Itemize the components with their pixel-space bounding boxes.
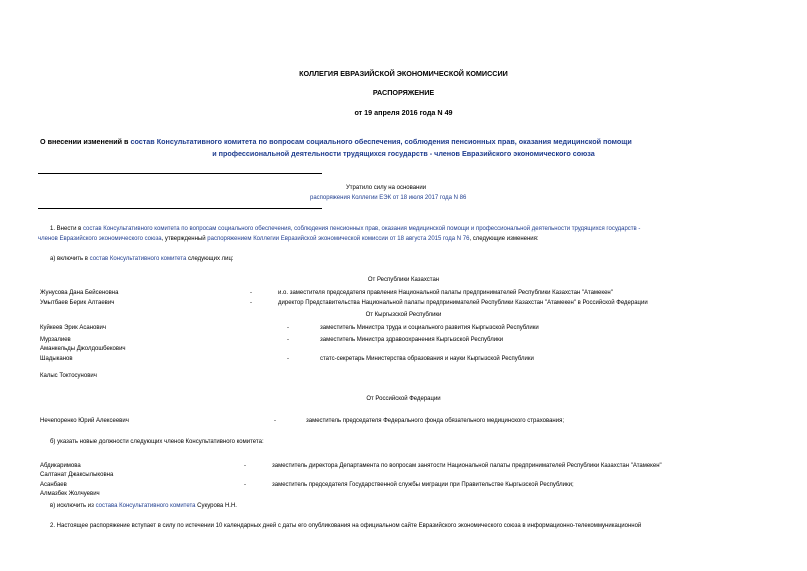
pb-row-dash: - (244, 463, 246, 469)
pb-row-name: Салтанат Джаксылыковна (40, 472, 114, 478)
kg-row-role: заместитель Министра труда и социального развития Кыргызской Республики (320, 325, 539, 331)
doc-date-number: от 19 апреля 2016 года N 49 (354, 108, 453, 117)
heading-prefix: О внесении изменений в (40, 137, 131, 146)
para-a-link[interactable]: состав Консультативного комитета (89, 256, 187, 262)
kg-row-dash: - (287, 356, 289, 362)
para-v-text-a: в) исключить из (50, 503, 96, 509)
para-1-text-a: 1. Внести в (50, 226, 83, 232)
heading-link-cont[interactable]: и профессиональной деятельности трудящихся государств - членов Евразийского экономического союза (212, 149, 595, 158)
org-title: КОЛЛЕГИЯ ЕВРАЗИЙСКОЙ ЭКОНОМИЧЕСКОЙ КОМИССИИ (299, 69, 508, 78)
kg-row-role: заместитель Министра здравоохранения Кыргызской Республики (320, 337, 504, 343)
para-2: 2. Настоящее распоряжение вступает в силу по истечении 10 календарных дней с даты его опубликования на официальном сайте Евразийского экономического союза в информационно-телекоммуникационной (50, 523, 642, 529)
para-1-line2 (38, 236, 539, 243)
kg-row-name: Мурзалиев (40, 337, 71, 343)
para-b: б) указать новые должности следующих членов Консультативного комитета: (50, 439, 264, 445)
kz-row-dash: - (250, 300, 252, 306)
kg-row-dash: - (287, 325, 289, 331)
divider-bottom (38, 208, 322, 209)
pb-row-dash: - (244, 482, 246, 488)
kz-row-role: директор Представительства Национальной палаты предпринимателей Республики Казахстан "Атамекен" в Российской Федерации (278, 300, 648, 306)
pb-row-name: Абдикаримова (40, 463, 81, 469)
doc-type: РАСПОРЯЖЕНИЕ (372, 88, 435, 97)
para-v-text-b: Сукурова Н.Н. (195, 503, 237, 509)
ru-row-role: заместитель председателя Федерального фонда обязательного медицинского страхования; (306, 418, 565, 424)
ru-row-dash: - (274, 418, 276, 424)
para-a-text-a: а) включить в (50, 256, 90, 262)
kz-row-dash: - (250, 290, 252, 296)
kz-row-role: и.о. заместителя председателя правления Национальной палаты предпринимателей Республики Казахстан "Атамекен" (278, 290, 613, 296)
para-a (50, 256, 234, 263)
para-1-link-composition-cont[interactable]: членов Евразийского экономического союза (38, 236, 162, 242)
kg-row-dash: - (287, 337, 289, 343)
pb-row-role: заместитель директора Департамента по вопросам занятости Национальной палаты предпринимателей Республики Казахстан "Атамекен" (272, 463, 662, 469)
kg-row-name: Куйкеев Эрик Асанович (40, 325, 107, 331)
pb-row-name: Алмазбек Жолчуевич (40, 491, 100, 497)
para-1-line1 (50, 226, 640, 233)
para-v (50, 503, 237, 510)
kg-row-name: Шадыканов (40, 356, 73, 362)
status-link[interactable]: распоряжения Коллегии ЕЭК от 18 июля 2017 года N 86 (310, 195, 467, 201)
kg-row-name: Аманкельды Джолдошбекович (40, 346, 126, 352)
para-1-link-composition[interactable]: состав Консультативного комитета по вопросам социального обеспечения, соблюдения пенсионных прав, оказания медицинской помощи и профессиональной деятельности трудящихся государств - (82, 226, 641, 232)
kz-row-name: Умытбаев Берик Алтаевич (40, 300, 115, 306)
kg-heading: От Кыргызской Республики (365, 312, 442, 318)
para-1-text-c: , следующие изменения: (469, 236, 539, 242)
pb-row-name: Асанбаев (40, 482, 67, 488)
para-v-link[interactable]: состава Консультативного комитета (95, 503, 196, 509)
para-a-text-b: следующих лиц: (186, 256, 234, 262)
ru-row-name: Нечепоренко Юрий Алексеевич (40, 418, 129, 424)
kz-row-name: Жунусова Дана Бейсеновна (40, 290, 119, 296)
heading-link[interactable]: состав Консультативного комитета по вопросам социального обеспечения, соблюдения пенсионных прав, оказания медицинской помощи (130, 137, 632, 146)
kg-row-role: статс-секретарь Министерства образования и науки Кыргызской Республики (320, 356, 534, 362)
para-1-link-order[interactable]: распоряжением Коллегии Евразийской экономической комиссии от 18 августа 2015 года N 76 (207, 236, 470, 242)
kz-heading: От Республики Казахстан (367, 277, 440, 283)
pb-row-role: заместитель председателя Государственной службы миграции при Правительстве Кыргызской Республики; (272, 482, 574, 488)
kg-row-name: Калыс Токтосунович (40, 373, 97, 379)
status-text: Утратило силу на основании (346, 185, 427, 191)
document-heading (40, 138, 632, 147)
ru-heading: От Российской Федерации (366, 396, 441, 402)
para-1-text-b: , утвержденный (161, 236, 208, 242)
heading-line2 (0, 150, 807, 159)
divider-top (38, 173, 322, 174)
